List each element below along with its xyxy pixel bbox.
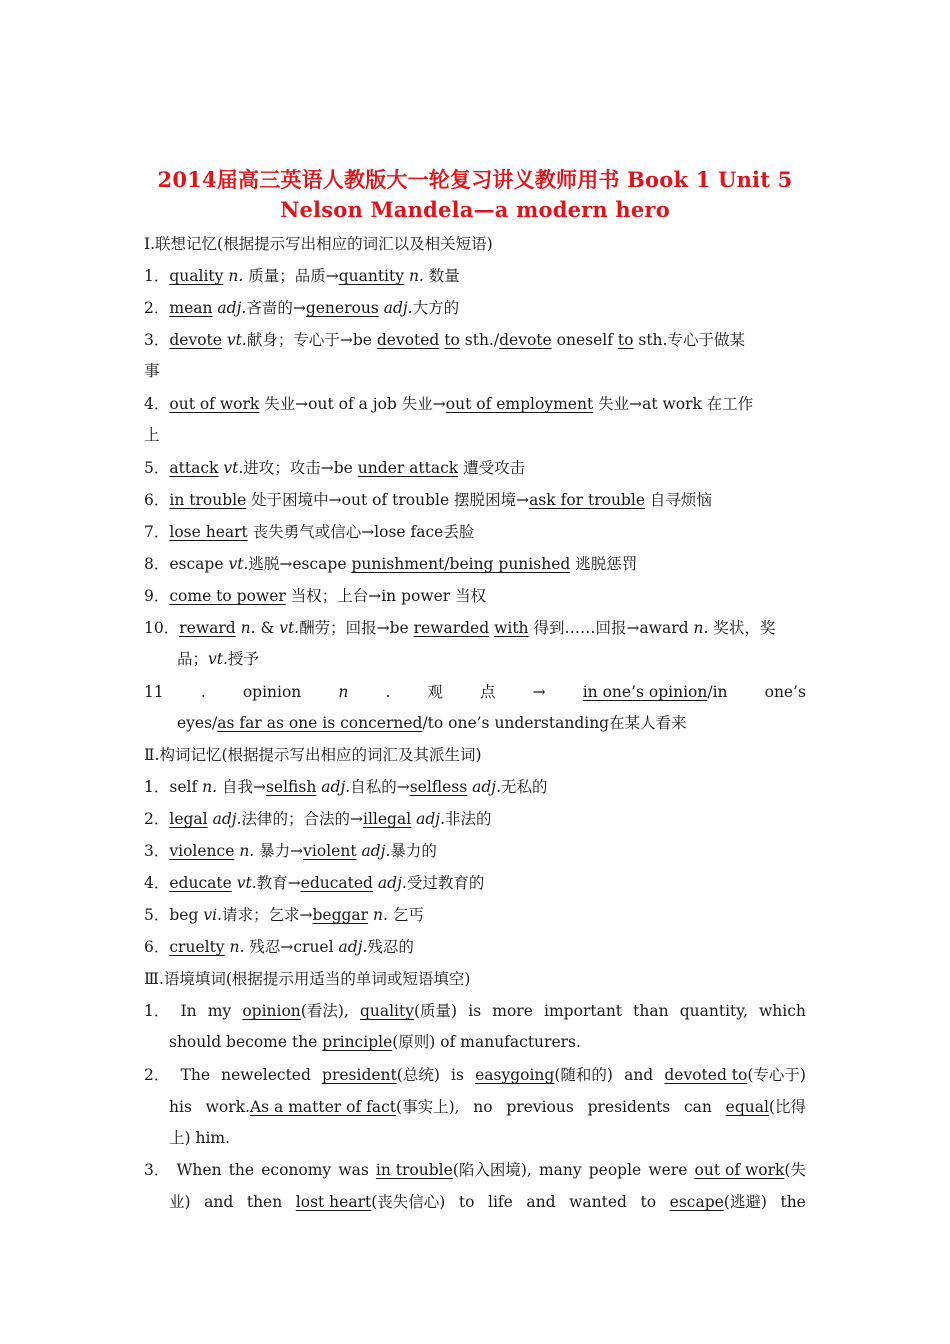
context-sentence-2-cont: his work.As a matter of fact(事实上), no previous presidents can equal(比得 [169,1098,806,1116]
vocab-item-1: 1．quality n. 质量；品质→quantity n. 数量 [144,267,460,285]
word-formation-item-5: 5．beg vi.请求；乞求→beggar n. 乞丐 [144,906,424,924]
blank-answer: easygoing [475,1066,555,1084]
blank-answer: equal [725,1098,769,1116]
context-sentence-3: 3． When the economy was in trouble(陷入困境), many people were out of work(失 [144,1161,806,1179]
word-formation-item-2: 2．legal adj.法律的；合法的→illegal adj.非法的 [144,810,492,828]
word-formation-item-4: 4．educate vt.教育→educated adj.受过教育的 [144,874,485,892]
vocab-item-10-cont: 品；vt.授予 [177,650,259,668]
section-heading-1: Ⅰ.联想记忆(根据提示写出相应的词汇以及相关短语) [144,235,493,253]
document-subtitle: Nelson Mandela—a modern hero [280,197,670,222]
blank-answer: opinion [242,1002,301,1020]
vocab-item-11-cont: eyes/as far as one is concerned/to one’s understanding在某人看来 [177,714,687,732]
vocab-item-8: 8．escape vt.逃脱→escape punishment/being punished 逃脱惩罚 [144,555,638,573]
context-sentence-3-cont: 业) and then lost heart(丧失信心) to life and wanted to escape(逃避) the [169,1193,806,1211]
section-heading-3: Ⅲ.语境填词(根据提示用适当的单词或短语填空) [144,970,471,988]
vocab-item-4: 4．out of work 失业→out of a job 失业→out of employment 失业→at work 在工作 [144,395,754,413]
word-formation-item-1: 1．self n. 自我→selfish adj.自私的→selfless adj.无私的 [144,778,548,796]
blank-answer: lost heart [295,1193,372,1211]
vocab-item-3-cont: 事 [144,362,160,380]
document-title: 2014届高三英语人教版大一轮复习讲义教师用书 Book 1 Unit 5 [157,167,793,192]
vocab-item-6: 6．in trouble 处于困境中→out of trouble 摆脱困境→ask for trouble 自寻烦恼 [144,491,712,509]
word-formation-item-3: 3．violence n. 暴力→violent adj.暴力的 [144,842,437,860]
vocab-item-9: 9．come to power 当权；上台→in power 当权 [144,587,487,605]
blank-answer: devoted to [664,1066,748,1084]
vocab-item-5: 5．attack vt.进攻；攻击→be under attack 遭受攻击 [144,459,526,477]
vocab-item-7: 7．lose heart 丧失勇气或信心→lose face丢脸 [144,523,475,541]
context-sentence-2-end: 上) him. [169,1129,231,1147]
blank-answer: escape [669,1193,724,1211]
blank-answer: president [322,1066,397,1084]
vocab-item-4-cont: 上 [144,426,160,444]
section-heading-2: Ⅱ.构词记忆(根据提示写出相应的词汇及其派生词) [144,746,482,764]
vocab-item-11: 11 . opinion n . 观 点 → in one’s opinion/in one’s [144,683,806,701]
blank-answer: out of work [694,1161,785,1179]
vocab-item-10: 10．reward n. & vt.酬劳；回报→be rewarded with 得到……回报→award n. 奖状，奖 [144,619,776,637]
context-sentence-1: 1． In my opinion(看法), quality(质量) is more important than quantity, which [144,1002,806,1020]
vocab-item-3: 3．devote vt.献身；专心于→be devoted to sth./devote oneself to sth.专心于做某 [144,331,745,349]
blank-answer: quality [359,1002,414,1020]
word-formation-item-6: 6．cruelty n. 残忍→cruel adj.残忍的 [144,938,414,956]
blank-answer: As a matter of fact [249,1098,397,1116]
context-sentence-2: 2． The newelected president(总统) is easygoing(随和的) and devoted to(专心于) [144,1066,806,1084]
vocab-item-2: 2．mean adj.吝啬的→generous adj.大方的 [144,299,460,317]
context-sentence-1-cont: should become the principle(原则) of manufacturers. [169,1033,581,1051]
blank-answer: in trouble [375,1161,453,1179]
